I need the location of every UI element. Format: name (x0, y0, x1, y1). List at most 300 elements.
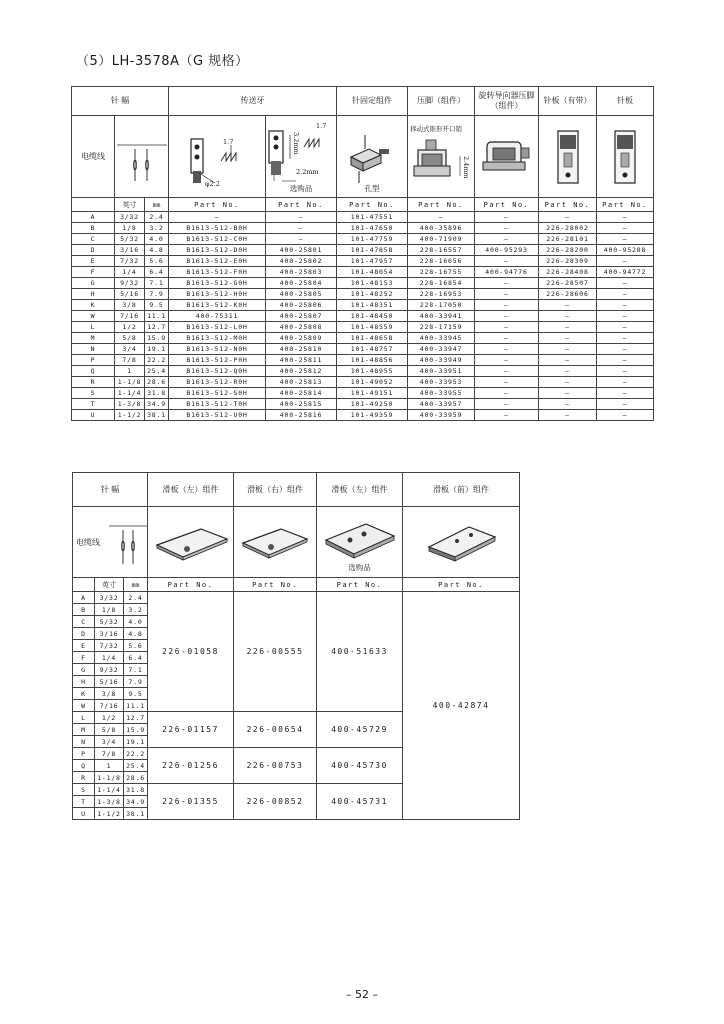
slide-right-part: 226-00852 (234, 784, 317, 820)
needle-clamp-part: 101-47650 (337, 223, 408, 234)
gauge-code: R (72, 377, 115, 388)
swing-guide-part: — (475, 289, 539, 300)
needle-clamp-part: 101-48856 (337, 355, 408, 366)
gauge-inch: 3/4 (95, 736, 124, 748)
needle-plate-part: — (597, 234, 654, 245)
needle-clamp-image (337, 116, 408, 198)
gauge-code: N (73, 736, 95, 748)
needle-plate-belt-part: — (539, 399, 597, 410)
header-needle-gauge: 针 幅 (72, 87, 169, 116)
feed-dog-part: B1613-512-L0H (169, 322, 266, 333)
table-row (72, 355, 654, 366)
gauge-inch: 1/8 (95, 604, 124, 616)
gauge-mm: 15.9 (145, 333, 169, 344)
part-no-header: Part No. (597, 198, 654, 212)
header-slide-left-opt: 滑板（左）组件 (317, 473, 403, 507)
table-row (72, 234, 654, 245)
gauge-mm: 7.1 (124, 664, 148, 676)
gauge-inch: 1-1/4 (95, 784, 124, 796)
swing-guide-part: — (475, 322, 539, 333)
table-row (72, 333, 654, 344)
needle-plate-belt-part: 226-28200 (539, 245, 597, 256)
gauge-inch: 7/32 (95, 640, 124, 652)
swing-guide-part: — (475, 223, 539, 234)
gauge-mm: 6.4 (124, 652, 148, 664)
part-no-header: Part No. (337, 198, 408, 212)
gauge-code: L (72, 322, 115, 333)
dim-label: φ2.2 (205, 180, 220, 188)
feed-dog-image (169, 116, 266, 198)
gauge-mm: 9.5 (145, 300, 169, 311)
table-row (72, 410, 654, 421)
gauge-code: U (73, 808, 95, 820)
needle-plate-belt-part: — (539, 388, 597, 399)
unit-inch-label: 英寸 (115, 198, 145, 212)
needle-plate-belt-part: — (539, 366, 597, 377)
swing-guide-part: — (475, 256, 539, 267)
dim-label: 1.7 (223, 138, 234, 146)
gauge-inch: 3/32 (95, 592, 124, 604)
presser-foot-part: 400-33959 (408, 410, 475, 421)
gauge-inch: 3/16 (95, 628, 124, 640)
needle-plate-belt-part: 226-28507 (539, 278, 597, 289)
needle-plate-belt-part: — (539, 322, 597, 333)
slide-front-part: 400-42874 (403, 592, 520, 820)
gauge-code: M (72, 333, 115, 344)
needle-plate-part: — (597, 322, 654, 333)
gauge-mm: 38.1 (145, 410, 169, 421)
gauge-code: K (73, 688, 95, 700)
gauge-mm: 2.4 (145, 212, 169, 223)
slide-left-part: 226-01256 (148, 748, 234, 784)
gauge-code: F (72, 267, 115, 278)
dim-label: 1.7 (316, 122, 327, 130)
needle-plate-part: — (597, 223, 654, 234)
feed-dog-optional-part: 400-25811 (266, 355, 337, 366)
gauge-inch: 7/8 (115, 355, 145, 366)
header-needle-plate: 针板 (597, 87, 654, 116)
swing-guide-part: — (475, 311, 539, 322)
optional-label: 选购品 (289, 184, 313, 193)
needle-plate-belt-part: 226-28101 (539, 234, 597, 245)
swing-guide-part: — (475, 300, 539, 311)
swing-guide-part: — (475, 410, 539, 421)
gauge-mm: 3.2 (145, 223, 169, 234)
feed-dog-part: B1613-512-E0H (169, 256, 266, 267)
presser-foot-part: 228-17050 (408, 300, 475, 311)
dim-label: 2.2mm (296, 168, 319, 176)
gauge-mm: 9.5 (124, 688, 148, 700)
swing-guide-part: — (475, 333, 539, 344)
feed-dog-part: B1613-512-R0H (169, 377, 266, 388)
needle-clamp-part: 101-49151 (337, 388, 408, 399)
needle-plate-part: — (597, 289, 654, 300)
needle-plate-icon (605, 125, 645, 189)
gauge-code: T (73, 796, 95, 808)
needle-plate-part: — (597, 311, 654, 322)
gauge-inch: 5/16 (95, 676, 124, 688)
table-row (72, 311, 654, 322)
gauge-inch: 5/32 (115, 234, 145, 245)
gauge-code: G (72, 278, 115, 289)
gauge-inch: 3/32 (115, 212, 145, 223)
swing-guide-part: — (475, 366, 539, 377)
part-no-header: Part No. (317, 578, 403, 592)
gauge-code-label: 电缆线 (72, 116, 115, 198)
gauge-code-label: 电缆线 (76, 538, 100, 547)
feed-dog-optional-part: 400-25809 (266, 333, 337, 344)
unit-mm-label: mm (124, 578, 148, 592)
slide-left-part: 226-01157 (148, 712, 234, 748)
gauge-mm: 6.4 (145, 267, 169, 278)
presser-foot-part: 400-33945 (408, 333, 475, 344)
dim-label: 2.4mm (462, 156, 470, 179)
presser-foot-image (408, 116, 475, 198)
needle-plate-part: — (597, 256, 654, 267)
swing-guide-part: — (475, 399, 539, 410)
gauge-inch: 1-1/2 (115, 410, 145, 421)
needle-plate-belt-part: — (539, 377, 597, 388)
needle-plate-part: — (597, 355, 654, 366)
needle-plate-belt-part: — (539, 410, 597, 421)
gauge-mm: 12.7 (145, 322, 169, 333)
page-number: – 52 – (346, 988, 378, 1001)
gauge-inch: 3/8 (115, 300, 145, 311)
needle-clamp-part: 101-49250 (337, 399, 408, 410)
feed-dog-part: B1613-512-B0H (169, 223, 266, 234)
needle-plate-belt-image (539, 116, 597, 198)
gauge-mm: 7.1 (145, 278, 169, 289)
slide-front-image (403, 507, 520, 578)
swing-guide-part: — (475, 355, 539, 366)
gauge-code: C (72, 234, 115, 245)
needle-plate-part: — (597, 410, 654, 421)
presser-foot-part: 400-33947 (408, 344, 475, 355)
feed-dog-optional-part: 400-25804 (266, 278, 337, 289)
header-feed-dog: 传送牙 (169, 87, 337, 116)
gauge-mm: 4.8 (145, 245, 169, 256)
gauge-mm: 12.7 (124, 712, 148, 724)
gauge-inch: 9/32 (115, 278, 145, 289)
needle-clamp-part: 101-48450 (337, 311, 408, 322)
needle-plate-belt-part: — (539, 311, 597, 322)
presser-foot-part: 400-33941 (408, 311, 475, 322)
feed-dog-optional-part: 400-25806 (266, 300, 337, 311)
feed-dog-part: B1613-512-K0H (169, 300, 266, 311)
needle-plate-belt-part: — (539, 212, 597, 223)
feed-dog-optional-part: 400-25803 (266, 267, 337, 278)
presser-foot-part: 228-16854 (408, 278, 475, 289)
needle-plate-belt-part: — (539, 355, 597, 366)
table-row (73, 592, 520, 604)
gauge-inch: 1/4 (95, 652, 124, 664)
gauge-code: C (73, 616, 95, 628)
gauge-code: N (72, 344, 115, 355)
gauge-code: K (72, 300, 115, 311)
page-title: （5）LH-3578A（G 规格） (76, 54, 249, 69)
swing-guide-part: — (475, 388, 539, 399)
gauge-mm: 22.2 (145, 355, 169, 366)
gauge-inch: 5/8 (95, 724, 124, 736)
needle-clamp-part: 101-48955 (337, 366, 408, 377)
presser-foot-part: 228-16953 (408, 289, 475, 300)
presser-foot-part: — (408, 212, 475, 223)
needle-plate-part: 400-95288 (597, 245, 654, 256)
gauge-mm: 31.8 (124, 784, 148, 796)
gauge-mm: 19.1 (124, 736, 148, 748)
part-no-header: Part No. (148, 578, 234, 592)
slide-left-image (148, 507, 234, 578)
feed-dog-part: B1613-512-M0H (169, 333, 266, 344)
gauge-inch: 1-1/8 (95, 772, 124, 784)
feed-dog-optional-part: 400-25816 (266, 410, 337, 421)
gauge-mm: 4.0 (145, 234, 169, 245)
swing-guide-part: 400-94776 (475, 267, 539, 278)
needle-clamp-part: 101-48559 (337, 322, 408, 333)
gauge-code: F (73, 652, 95, 664)
slide-left-optional-part: 400-45731 (317, 784, 403, 820)
table-row (72, 366, 654, 377)
feed-dog-optional-part: 400-25807 (266, 311, 337, 322)
feed-dog-optional-part: 400-25801 (266, 245, 337, 256)
needle-plate-part: — (597, 388, 654, 399)
swing-guide-part: — (475, 234, 539, 245)
feed-dog-optional-part: 400-25808 (266, 322, 337, 333)
feed-dog-part: B1613-512-D0H (169, 245, 266, 256)
gauge-inch: 3/8 (95, 688, 124, 700)
needle-clamp-part: 101-48252 (337, 289, 408, 300)
gauge-mm: 15.9 (124, 724, 148, 736)
table-row (72, 245, 654, 256)
needle-clamp-part: 101-48757 (337, 344, 408, 355)
gauge-inch: 1 (95, 760, 124, 772)
gauge-code: L (73, 712, 95, 724)
table2-body (73, 592, 520, 820)
gauge-mm: 11.1 (145, 311, 169, 322)
gauge-inch: 1-1/2 (95, 808, 124, 820)
feed-dog-optional-part: 400-25815 (266, 399, 337, 410)
slide-right-image (234, 507, 317, 578)
part-no-header: Part No. (234, 578, 317, 592)
gauge-code: G (73, 664, 95, 676)
gauge-code: S (72, 388, 115, 399)
gauge-inch: 1/8 (115, 223, 145, 234)
gauge-inch: 7/32 (115, 256, 145, 267)
presser-foot-part: 400-33951 (408, 366, 475, 377)
gauge-code: Q (72, 366, 115, 377)
part-no-header: Part No. (266, 198, 337, 212)
feed-dog-part: B1613-512-Q0H (169, 366, 266, 377)
table-row (72, 212, 654, 223)
gauge-code: R (73, 772, 95, 784)
header-swing-guide: 旋转导向器压脚（组件） (475, 87, 539, 116)
gauge-code: A (73, 592, 95, 604)
table-row (72, 322, 654, 333)
feed-dog-optional-part: 400-25810 (266, 344, 337, 355)
gauge-code: T (72, 399, 115, 410)
needle-plate-belt-part: 226-28309 (539, 256, 597, 267)
gauge-inch: 1 (115, 366, 145, 377)
gauge-mm: 38.1 (124, 808, 148, 820)
feed-dog-optional-image (266, 116, 337, 198)
gauge-inch: 1-3/8 (95, 796, 124, 808)
feed-dog-optional-part: 400-25802 (266, 256, 337, 267)
gauge-mm: 25.4 (145, 366, 169, 377)
dim-label: 3.2mm (292, 132, 300, 155)
needle-clamp-part: 101-47858 (337, 245, 408, 256)
gauge-mm: 22.2 (124, 748, 148, 760)
gauge-mm: 11.1 (124, 700, 148, 712)
gauge-mm: 5.6 (145, 256, 169, 267)
presser-foot-part: 400-33957 (408, 399, 475, 410)
table-row (72, 388, 654, 399)
table-row (72, 300, 654, 311)
needles-icon (115, 127, 169, 187)
feed-dog-part: B1613-512-N0H (169, 344, 266, 355)
gauge-code: S (73, 784, 95, 796)
table-row (72, 377, 654, 388)
gauge-inch: 7/16 (95, 700, 124, 712)
table1-body (72, 212, 654, 421)
swing-guide-part: — (475, 278, 539, 289)
feed-dog-optional-part: 400-25812 (266, 366, 337, 377)
feed-dog-optional-part: — (266, 212, 337, 223)
needle-plate-belt-part: — (539, 333, 597, 344)
gauge-code: W (73, 700, 95, 712)
swing-guide-part: — (475, 344, 539, 355)
slide-left-opt-image (317, 507, 403, 578)
table-row (72, 289, 654, 300)
gauge-inch: 9/32 (95, 664, 124, 676)
gauge-inch: 5/8 (115, 333, 145, 344)
needle-plate-part: — (597, 399, 654, 410)
part-no-header: Part No. (169, 198, 266, 212)
needle-plate-belt-part: 226-28408 (539, 267, 597, 278)
feed-dog-part: — (169, 212, 266, 223)
needle-plate-belt-part: 226-28002 (539, 223, 597, 234)
gauge-mm: 3.2 (124, 604, 148, 616)
gauge-mm: 25.4 (124, 760, 148, 772)
gauge-code: D (72, 245, 115, 256)
gauge-inch: 1-1/4 (115, 388, 145, 399)
swing-guide-part: — (475, 212, 539, 223)
optional-label: 选购品 (348, 563, 371, 572)
part-no-header: Part No. (408, 198, 475, 212)
swing-guide-part: 400-95293 (475, 245, 539, 256)
presser-foot-part: 400-33953 (408, 377, 475, 388)
slide-right-part: 226-00654 (234, 712, 317, 748)
slide-left-optional-part: 400-45730 (317, 748, 403, 784)
needle-plate-belt-icon (548, 125, 588, 189)
gauge-inch: 1/4 (115, 267, 145, 278)
needle-plate-part: — (597, 366, 654, 377)
gauge-code: B (73, 604, 95, 616)
gauge-mm: 4.8 (124, 628, 148, 640)
part-no-header: Part No. (403, 578, 520, 592)
feed-dog-optional-icon (266, 125, 336, 189)
gauge-mm: 7.9 (124, 676, 148, 688)
gauge-inch: 7/16 (115, 311, 145, 322)
unit-mm-label: mm (145, 198, 169, 212)
gauge-code: E (73, 640, 95, 652)
gauge-mm: 2.4 (124, 592, 148, 604)
presser-foot-part: 400-35896 (408, 223, 475, 234)
header-slide-right: 滑板（右）组件 (234, 473, 317, 507)
needle-plate-belt-part: — (539, 344, 597, 355)
needle-plate-belt-part: — (539, 300, 597, 311)
gauge-inch: 1/2 (95, 712, 124, 724)
table-row (72, 223, 654, 234)
slide-plate-icon (151, 517, 231, 567)
needle-plate-part: — (597, 377, 654, 388)
needle-clamp-part: 101-48351 (337, 300, 408, 311)
feed-dog-part: B1613-512-H0H (169, 289, 266, 300)
gauge-code: A (72, 212, 115, 223)
presser-foot-part: 228-16557 (408, 245, 475, 256)
feed-dog-part: B1613-512-G0H (169, 278, 266, 289)
needle-plate-part: — (597, 300, 654, 311)
gauge-inch: 1-3/8 (115, 399, 145, 410)
slide-right-part: 226-00555 (234, 592, 317, 712)
needle-plate-part: — (597, 333, 654, 344)
needle-plate-part: — (597, 212, 654, 223)
gauge-inch: 5/16 (115, 289, 145, 300)
header-needle-plate-belt: 针板（有带） (539, 87, 597, 116)
gauge-code: W (72, 311, 115, 322)
gauge-code: U (72, 410, 115, 421)
gauge-code: Q (73, 760, 95, 772)
feed-dog-optional-part: 400-25813 (266, 377, 337, 388)
header-presser-foot: 压脚（组件） (408, 87, 475, 116)
slide-left-part: 226-01058 (148, 592, 234, 712)
table-row (72, 344, 654, 355)
presser-foot-part: 228-17159 (408, 322, 475, 333)
gauge-code: P (73, 748, 95, 760)
needle-clamp-part: 101-48153 (337, 278, 408, 289)
gauge-inch: 1-1/8 (115, 377, 145, 388)
slide-left-optional-part: 400-51633 (317, 592, 403, 712)
feed-dog-optional-part: — (266, 234, 337, 245)
feed-dog-part: B1613-512-U0H (169, 410, 266, 421)
gauge-code: E (72, 256, 115, 267)
unit-inch-label: 英寸 (95, 578, 124, 592)
table-row (72, 278, 654, 289)
gauge-code: P (72, 355, 115, 366)
gauge-inch: 1/2 (115, 322, 145, 333)
presser-foot-part: 400-71909 (408, 234, 475, 245)
slide-right-part: 226-00753 (234, 748, 317, 784)
header-slide-front: 滑板（前）组件 (403, 473, 520, 507)
swing-guide-icon (479, 132, 535, 182)
gauge-mm: 4.0 (124, 616, 148, 628)
part-no-header: Part No. (539, 198, 597, 212)
header-slide-left: 滑板（左）组件 (148, 473, 234, 507)
gauge-mm: 34.9 (124, 796, 148, 808)
presser-note: 移动式锥形开口销 (410, 125, 462, 133)
gauge-code: H (72, 289, 115, 300)
parts-table-2 (72, 472, 520, 820)
needle-plate-part: 400-94772 (597, 267, 654, 278)
needle-plate-part: — (597, 278, 654, 289)
needles-icon (109, 512, 148, 572)
table-row (72, 256, 654, 267)
gauge-mm: 31.8 (145, 388, 169, 399)
gauge-mm: 7.9 (145, 289, 169, 300)
slide-left-optional-part: 400-45729 (317, 712, 403, 748)
gauge-inch: 5/32 (95, 616, 124, 628)
feed-dog-part: B1613-512-S0H (169, 388, 266, 399)
gauge-code: H (73, 676, 95, 688)
